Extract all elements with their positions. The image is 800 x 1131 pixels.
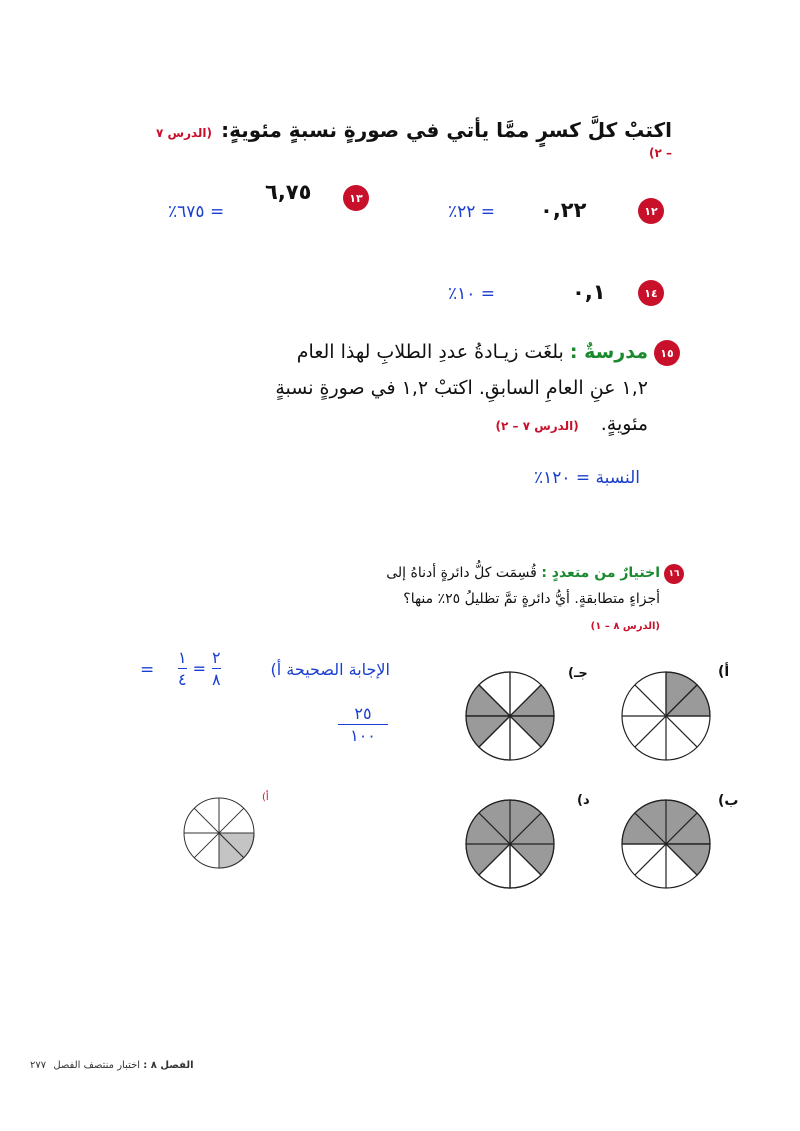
footer-text: اختبار منتصف الفصل	[53, 1060, 141, 1071]
question-badge-16: ١٦	[664, 564, 684, 584]
q15-line-3	[188, 406, 648, 444]
lesson-ref: (الدرس ٧ – ٢)	[156, 126, 672, 160]
q16-line-1	[300, 560, 660, 586]
fraction-25-100-num: ٢٥	[354, 704, 372, 723]
q16-title: اختيارٌ من متعددٍ :	[541, 565, 660, 581]
q15-line-2: ١,٢ عنِ العامِ السابقِ. اكتبْ ١,٢ في صورةٍ نسبةٍ	[275, 377, 648, 399]
q12-value: ٠,٢٢	[540, 198, 587, 222]
fraction-25-100-den: ١٠٠	[350, 726, 376, 745]
fraction-2-8-num: ٢	[212, 648, 221, 667]
q15-lesson-ref: (الدرس ٧ – ٢)	[495, 419, 579, 433]
q16-answer-text: الإجابة الصحيحة أ)	[270, 660, 390, 679]
circle-c-shaded-slice	[466, 716, 510, 747]
q16-lesson-ref: (الدرس ٨ – ١)	[590, 621, 660, 632]
option-b-label: ب)	[718, 793, 739, 809]
circle-option-a	[620, 670, 712, 762]
q13-value: ٦,٧٥	[265, 180, 312, 204]
fraction-1-4	[178, 648, 187, 689]
q14-value: ٠,١	[572, 280, 606, 304]
question-badge-12: ١٢	[638, 198, 664, 224]
fraction-2-8	[212, 648, 221, 689]
option-a-label: أ)	[718, 664, 730, 680]
sketch-label: أ)	[262, 792, 269, 803]
q16-answer-fractions	[178, 648, 221, 689]
fraction-25-100	[338, 704, 388, 745]
q12-answer: = ٢٢٪	[448, 202, 496, 222]
footer-chapter: الفصل ٨ :	[143, 1060, 194, 1071]
option-d-label: د)	[577, 793, 590, 808]
q15-line-1	[188, 334, 648, 370]
circle-c-shaded-slice	[510, 685, 554, 716]
circle-option-d	[464, 798, 556, 890]
option-c-label: جـ)	[568, 666, 588, 681]
question-badge-14: ١٤	[638, 280, 664, 306]
circle-option-c	[464, 670, 556, 762]
q16-line1-text: قُسِمَت كلُّ دائرةٍ أدناهُ إلى	[386, 565, 537, 581]
fraction-bar	[338, 724, 388, 725]
instruction-row	[152, 118, 672, 161]
circle-b-shaded-slice	[666, 844, 710, 875]
fraction-1-4-den: ٤	[178, 670, 187, 689]
equals-sign: =	[192, 659, 206, 678]
fraction-bar	[212, 668, 221, 669]
fraction-1-4-num: ١	[178, 648, 187, 667]
equals-sign-left: =	[140, 660, 155, 680]
q15-answer: النسبة = ١٢٠٪	[533, 468, 640, 488]
fraction-2-8-den: ٨	[212, 670, 221, 689]
question-badge-13: ١٣	[343, 185, 369, 211]
fraction-25-100-inner	[338, 704, 388, 745]
q15-line3-text: مئويةٍ.	[600, 413, 648, 435]
q15-title: مدرسةٌ :	[569, 341, 648, 363]
sketch-circle	[182, 796, 256, 870]
circle-c-shaded-slice	[510, 716, 554, 747]
q16-lesson-row	[300, 612, 660, 640]
q16-line-2: أجزاءٍ متطابقةٍ. أيُّ دائرةٍ تمَّ تظليلُ ٢٥٪ منها؟	[403, 591, 660, 607]
q13-answer: = ٦٧٥٪	[168, 202, 225, 222]
question-badge-15: ١٥	[654, 340, 680, 366]
q16-text	[300, 560, 660, 640]
circle-option-b	[620, 798, 712, 890]
fraction-bar	[178, 668, 187, 669]
footer-page: ٢٧٧	[30, 1060, 47, 1071]
footer	[30, 1060, 194, 1071]
q14-answer: = ١٠٪	[448, 284, 496, 304]
circle-c-shaded-slice	[466, 685, 510, 716]
q15-text	[188, 334, 648, 444]
q15-line1-text: بلغَت زيـادةُ عددِ الطلابِ لهذا العام	[296, 341, 564, 363]
instruction-text: اكتبْ كلَّ كسرٍ ممَّا يأتي في صورةٍ نسبةٍ مئويةٍ:	[221, 118, 672, 142]
